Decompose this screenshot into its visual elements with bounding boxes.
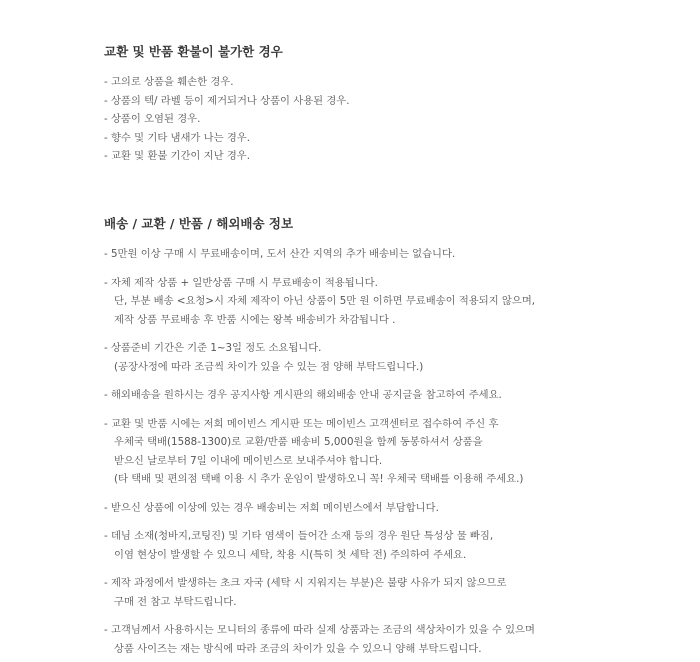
list-item xyxy=(104,499,690,518)
shipping-info-title: 배송 / 교환 / 반품 / 해외배송 정보 xyxy=(104,216,294,231)
shipping-info-list xyxy=(104,245,690,658)
list-item-line: 제작 상품 무료배송 후 반품 시에는 왕복 배송비가 차감됩니다 . xyxy=(114,313,396,326)
list-item-line: 단, 부분 배송 <요청>시 자체 제작이 아닌 상품이 5만 원 이하면 무료배송이 적용되지 않으며, xyxy=(114,295,536,307)
list-item xyxy=(104,527,690,564)
list-item-line: (타 택배 및 편의점 택배 이용 시 추가 운임이 발생하오니 꼭! 우체국 택배를 이용해 주세요.) xyxy=(114,473,524,485)
list-item: - 상품의 텍/ 라벨 등이 제거되거나 상품이 사용된 경우. xyxy=(104,94,350,107)
list-item-line: 상품 사이즈는 재는 방식에 따라 조금의 차이가 있을 수 있으니 양해 부탁드립니다. xyxy=(114,642,482,655)
list-item: - 고의로 상품을 훼손한 경우. xyxy=(104,76,234,88)
list-item-line: - 해외배송을 원하시는 경우 공지사항 게시판의 해외배송 안내 공지글을 참고하여 주세요. xyxy=(104,389,502,401)
exchange-refund-impossible-section xyxy=(104,44,690,166)
list-item-line: - 5만원 이상 구매 시 무료배송이며, 도서 산간 지역의 추가 배송비는 없습니다. xyxy=(104,248,456,260)
shipping-info-section xyxy=(104,216,690,658)
list-item xyxy=(104,386,690,405)
list-item xyxy=(104,339,690,376)
list-item-line: (공장사정에 따라 조금씩 차이가 있을 수 있는 점 양해 부탁드립니다.) xyxy=(114,360,424,373)
list-item xyxy=(104,621,690,658)
list-item-line: - 교환 및 반품 시에는 저희 메이빈스 게시판 또는 메이빈스 고객센터로 접수하여 주신 후 xyxy=(104,417,499,430)
list-item-line: 구매 전 참고 부탁드립니다. xyxy=(114,595,237,608)
list-item xyxy=(104,245,690,264)
list-item-line: - 제작 과정에서 발생하는 초크 자국 (세탁 시 지워지는 부분)은 불량 사유가 되지 않으므로 xyxy=(104,577,507,589)
list-item-line: - 데님 소재(청바지,코팅진) 및 기타 염색이 들어간 소재 등의 경우 원단 특성상 물 빠짐, xyxy=(104,530,494,542)
list-item xyxy=(104,274,690,330)
list-item: - 향수 및 기타 냄새가 나는 경우. xyxy=(104,131,250,144)
list-item xyxy=(104,574,690,611)
list-item-line: - 자체 제작 상품 + 일반상품 구매 시 무료배송이 적용됩니다. xyxy=(104,276,378,289)
list-item-line: 우체국 택배(1588-1300)로 교환/반품 배송비 5,000원을 함께 동봉하셔서 상품을 xyxy=(114,436,483,448)
list-item-line: - 받으신 상품에 이상에 있는 경우 배송비는 저희 메이빈스에서 부담합니다. xyxy=(104,501,439,514)
list-item-line: 받으신 날로부터 7일 이내에 메이빈스로 보내주셔야 합니다. xyxy=(114,454,383,467)
list-item-line: - 고객님께서 사용하시는 모니터의 종류에 따라 실제 상품과는 조금의 색상차이가 있을 수 있으며 xyxy=(104,624,535,636)
exchange-refund-impossible-title: 교환 및 반품 환불이 불가한 경우 xyxy=(104,44,283,59)
exchange-refund-impossible-list xyxy=(104,73,690,166)
list-item: - 상품이 오염된 경우. xyxy=(104,113,201,125)
list-item xyxy=(104,415,690,489)
list-item: - 교환 및 환불 기간이 지난 경우. xyxy=(104,150,250,162)
list-item-line: - 상품준비 기간은 기준 1~3일 정도 소요됩니다. xyxy=(104,342,322,354)
list-item-line: 이염 현상이 발생할 수 있으니 세탁, 착용 시(특히 첫 세탁 전) 주의하여 주세요. xyxy=(114,548,467,561)
